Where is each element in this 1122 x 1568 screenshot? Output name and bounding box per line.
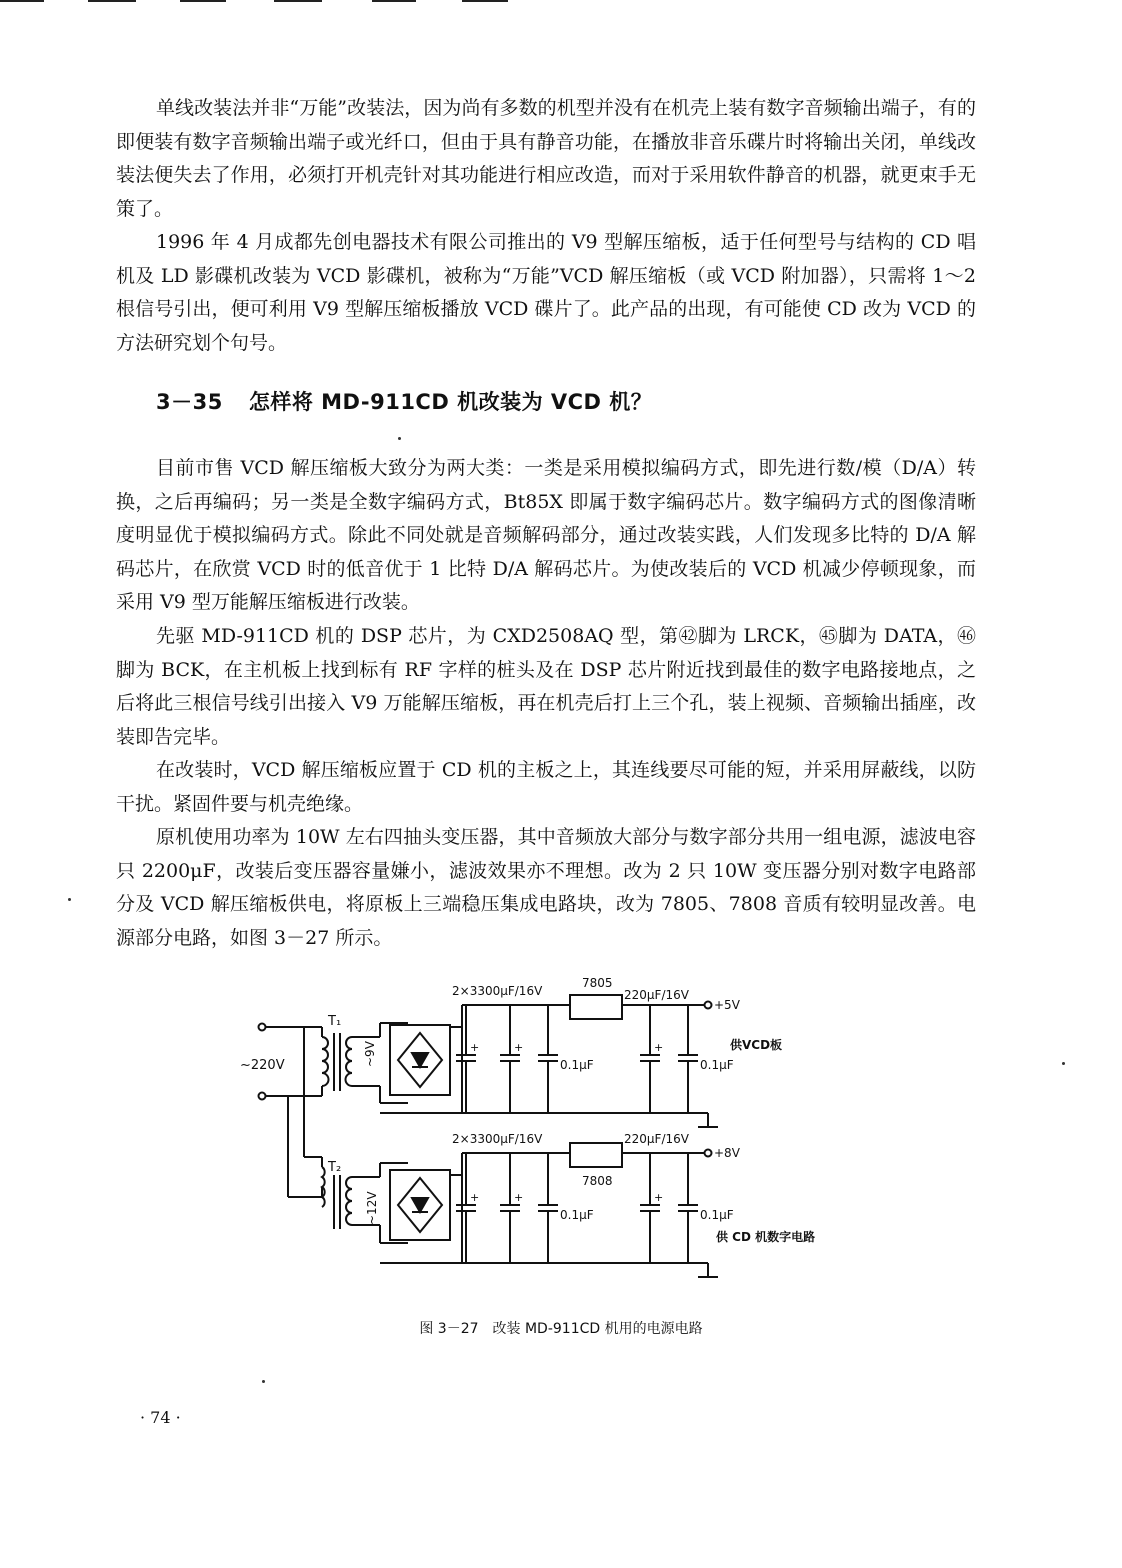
output-8v-terminal <box>705 1150 712 1157</box>
paragraph-single-wire: 单线改装法并非“万能”改装法，因为尚有多数的机型并没有在机壳上装有数字音频输出端子，有的即便装有数字音频输出端子或光纤口，但由于具有静音功能，在播放非音乐碟片时将输出关闭，单线改装法便失去了作用，必须打开机壳针对其功能进行相应改造，而对于采用软件静音的机器，就更束手无策了。 <box>116 97 976 220</box>
regulator-7805-label: 7805 <box>582 976 613 990</box>
page-number: · 74 · <box>140 1408 181 1427</box>
bottom-polarity-2: + <box>514 1191 524 1204</box>
bottom-small-cap-1-label: 0.1μF <box>560 1208 594 1222</box>
section-heading <box>156 386 652 416</box>
section-title: 怎样将 MD-911CD 机改装为 VCD 机？ <box>248 390 653 414</box>
section-number: 3－35 <box>156 390 223 414</box>
scan-speck <box>1062 1062 1065 1065</box>
top-filter-caps-label: 2×3300μF/16V <box>452 984 543 998</box>
t2-secondary-label: ~12V <box>365 1191 379 1225</box>
bottom-filter-caps-label: 2×3300μF/16V <box>452 1132 543 1146</box>
regulator-7805 <box>570 995 622 1019</box>
scan-top-edge <box>0 0 1122 6</box>
output-5v-label: +5V <box>714 998 740 1012</box>
figure-title: 改装 MD-911CD 机用的电源电路 <box>492 1321 703 1337</box>
t1-transformer <box>322 1033 352 1091</box>
paragraph-decoder-types: 目前市售 VCD 解压缩板大致分为两大类：一类是采用模拟编码方式，即先进行数/模（D/A）转换，之后再编码；另一类是全数字编码方式，Bt85X 即属于数字编码芯片。数字编码方式的图像清晰度明显优于模拟编码方式。除此不同处就是音频解码部分，通过改装实践，人们发现多比特的 D/A 解码芯片，在欣赏 VCD 时的低音优于 1 比特 D/A 解码芯片。为使改装后的 VCD 机减少停顿现象，而采用 V9 型万能解压缩板进行改装。 <box>116 457 976 613</box>
ac-input-label: ~220V <box>240 1058 285 1073</box>
bottom-out-cap-label: 220μF/16V <box>624 1132 689 1146</box>
scan-speck <box>398 437 401 440</box>
regulator-7808-label: 7808 <box>582 1174 613 1188</box>
bottom-load-label: 供 CD 机数字电路 <box>716 1230 816 1244</box>
scan-speck <box>68 898 71 901</box>
t2-transformer <box>322 1167 352 1229</box>
top-polarity-1: + <box>470 1041 480 1054</box>
scan-speck <box>262 1380 265 1383</box>
bottom-small-cap-2-label: 0.1μF <box>700 1208 734 1222</box>
top-out-cap-label: 220μF/16V <box>624 988 689 1002</box>
top-load-label: 供VCD板 <box>730 1038 783 1052</box>
paragraph-installation: 在改装时，VCD 解压缩板应置于 CD 机的主板之上，其连线要尽可能的短，并采用屏蔽线，以防干扰。紧固件要与机壳绝缘。 <box>116 759 976 815</box>
ac-terminal-bottom <box>259 1093 266 1100</box>
paragraph-v9-board: 1996 年 4 月成都先创电器技术有限公司推出的 V9 型解压缩板，适于任何型号与结构的 CD 唱机及 LD 影碟机改装为 VCD 影碟机，被称为“万能”VCD 解压缩板（或 VCD 附加器），只需将 1～2 根信号引出，便可利用 V9 型解压缩板播放 VCD 碟片了。此产品的出现，有可能使 CD 改为 VCD 的方法研究划个句号。 <box>116 231 976 354</box>
top-polarity-3: + <box>654 1041 664 1054</box>
bridge-rectifier-2 <box>390 1170 450 1240</box>
bottom-polarity-1: + <box>470 1191 480 1204</box>
figure-caption <box>0 1318 1122 1338</box>
top-small-cap-1-label: 0.1μF <box>560 1058 594 1072</box>
t2-label: T₂ <box>328 1160 342 1175</box>
regulator-7808 <box>570 1143 622 1167</box>
ac-terminal-top <box>259 1024 266 1031</box>
output-5v-terminal <box>705 1002 712 1009</box>
output-8v-label: +8V <box>714 1146 740 1160</box>
top-polarity-2: + <box>514 1041 524 1054</box>
bottom-polarity-3: + <box>654 1191 664 1204</box>
paragraph-power-supply: 原机使用功率为 10W 左右四抽头变压器，其中音频放大部分与数字部分共用一组电源，滤波电容只 2200μF，改装后变压器容量嫌小，滤波效果亦不理想。改为 2 只 10W 变压器分别对数字电路部分及 VCD 解压缩板供电，将原板上三端稳压集成电路块，改为 7805、7808 音质有较明显改善。电源部分电路，如图 3－27 所示。 <box>116 826 976 949</box>
t1-secondary-label: ~9V <box>363 1041 377 1067</box>
power-supply-circuit-diagram <box>230 965 850 1295</box>
t1-label: T₁ <box>328 1014 342 1029</box>
top-small-cap-2-label: 0.1μF <box>700 1058 734 1072</box>
paragraph-dsp-pins: 先驱 MD-911CD 机的 DSP 芯片，为 CXD2508AQ 型，第㊷脚为 LRCK，㊺脚为 DATA，㊻脚为 BCK，在主机板上找到标有 RF 字样的桩头及在 DSP 芯片附近找到最佳的数字电路接地点，之后将此三根信号线引出接入 V9 万能解压缩板，再在机壳后打上三个孔，装上视频、音频输出插座，改装即告完毕。 <box>116 625 976 748</box>
bridge-rectifier-1 <box>390 1025 450 1095</box>
figure-number: 图 3－27 <box>419 1321 479 1337</box>
